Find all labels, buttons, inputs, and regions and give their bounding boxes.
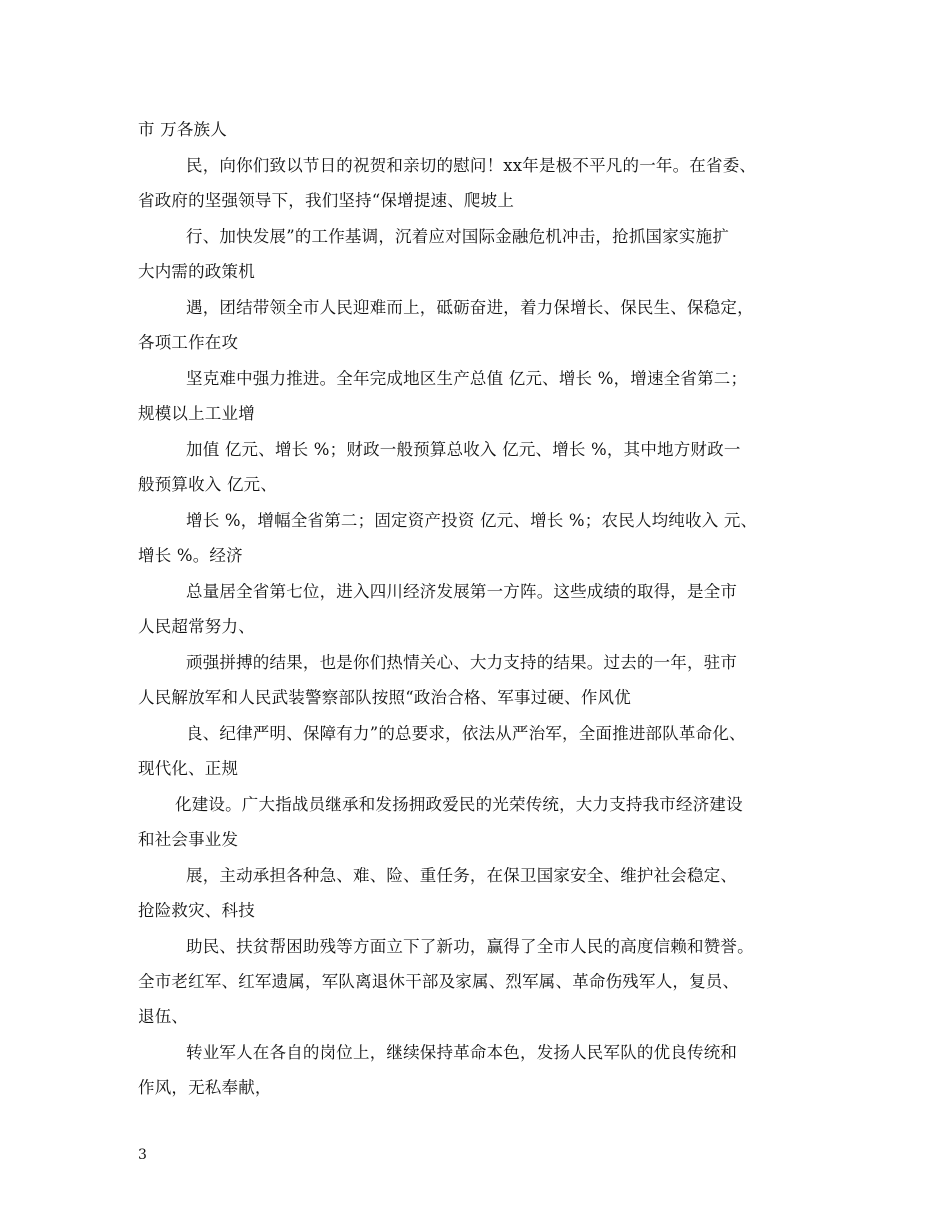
text-line: 总量居全省第七位，进入四川经济发展第一方阵。这些成绩的取得，是全市 (186, 582, 738, 601)
text-line: 全市老红军、红军遗属，军队离退休干部及家属、烈军属、革命伤残军人，复员、 (138, 972, 740, 991)
text-line: 人民解放军和人民武装警察部队按照“政治合格、军事过硬、作风优 (138, 688, 631, 707)
text-line: 展，主动承担各种急、难、险、重任务，在保卫国家安全、维护社会稳定、 (186, 866, 738, 885)
text-line: 抢险救灾、科技 (138, 901, 255, 920)
text-line: 市 万各族人 (138, 120, 227, 139)
text-line: 良、纪律严明、保障有力”的总要求，依法从严治军，全面推进部队革命化、 (186, 724, 746, 743)
text-line: 省政府的坚强领导下，我们坚持“保增提速、爬坡上 (138, 191, 515, 210)
page-number: 3 (138, 1147, 147, 1163)
text-line: 人民超常努力、 (138, 617, 255, 636)
text-line: 规模以上工业增 (138, 404, 255, 423)
text-line: 作风，无私奉献， (138, 1078, 272, 1097)
text-line: 顽强拼搏的结果，也是你们热情关心、大力支持的结果。过去的一年，驻市 (186, 653, 738, 672)
text-line: 遇，团结带领全市人民迎难而上，砥砺奋进，着力保增长、保民生、保稳定， (186, 298, 754, 317)
text-line: 增长 %。经济 (138, 546, 243, 565)
text-line: 和社会事业发 (138, 830, 239, 849)
text-line: 增长 %，增幅全省第二；固定资产投资 亿元、增长 %；农民人均纯收入 元、 (186, 511, 758, 530)
text-line: 助民、扶贫帮困助残等方面立下了新功，赢得了全市人民的高度信赖和赞誉。 (186, 937, 754, 956)
text-line: 化建设。广大指战员继承和发扬拥政爱民的光荣传统，大力支持我市经济建设 (175, 795, 743, 814)
text-line: 各项工作在攻 (138, 333, 239, 352)
text-line: 加值 亿元、增长 %；财政一般预算总收入 亿元、增长 %，其中地方财政一 (186, 440, 741, 459)
text-line: 民，向你们致以节日的祝贺和亲切的慰问！xx年是极不平凡的一年。在省委、 (186, 156, 757, 175)
text-line: 坚克难中强力推进。全年完成地区生产总值 亿元、增长 %，增速全省第二； (186, 369, 748, 388)
text-line: 现代化、正规 (138, 759, 239, 778)
text-line: 般预算收入 亿元、 (138, 475, 278, 494)
text-line: 大内需的政策机 (138, 262, 255, 281)
text-line: 行、加快发展”的工作基调，沉着应对国际金融危机冲击，抢抓国家实施扩 (186, 227, 730, 246)
text-line: 转业军人在各自的岗位上，继续保持革命本色，发扬人民军队的优良传统和 (186, 1043, 738, 1062)
text-line: 退伍、 (138, 1007, 189, 1026)
